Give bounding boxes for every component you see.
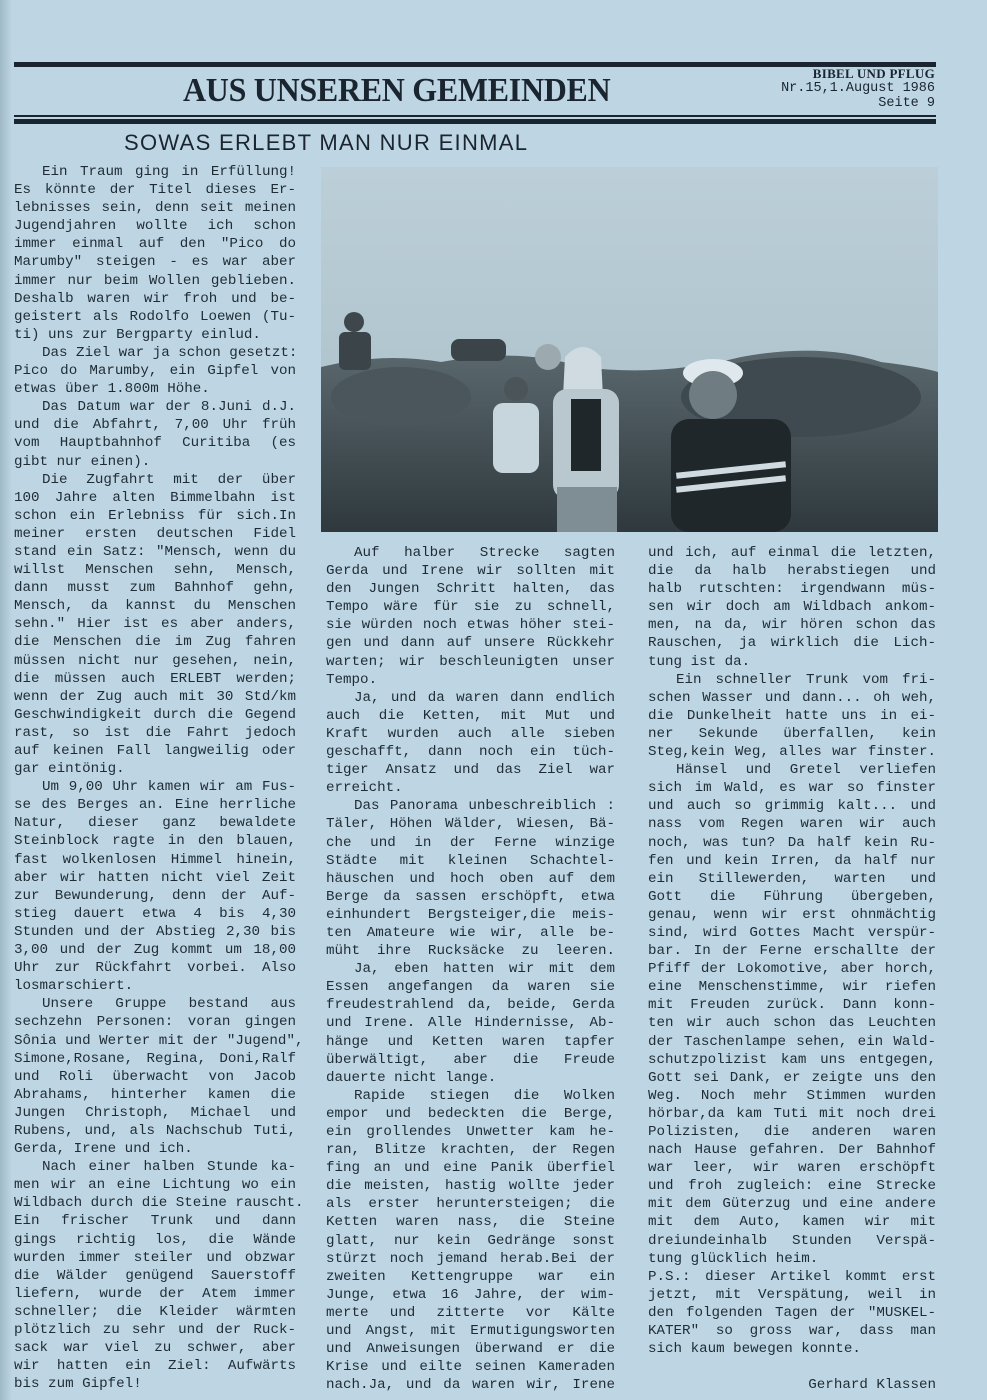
author-signature: Gerhard Klassen [808, 1377, 936, 1394]
text-line: rast, so ist die Fahrt jedoch [14, 724, 296, 741]
text-line: müssen nicht nur gesehen, nein, [14, 652, 296, 669]
article-column-3 [648, 544, 936, 1394]
text-line: Kraft wurden auch alle sieben [326, 725, 615, 742]
header-rule-thick [14, 119, 936, 124]
text-line: fen und kein Irren, da half nur [648, 852, 936, 869]
text-line: ten wir auch schon das Leuchten [648, 1015, 936, 1032]
text-line: aber wir hatten nicht viel Zeit [14, 869, 296, 886]
text-line: noch, was tun? Da half kein Ru- [648, 834, 936, 851]
backpack [451, 339, 506, 361]
text-line: Pfiff der Lokomotive, aber horch, [648, 961, 936, 978]
text-line: Das Panorama unbeschreiblich : [354, 798, 615, 815]
text-line: auch die Ketten, mit Mut und [326, 707, 615, 724]
text-line: schneller; die Kleider wärmten [14, 1303, 296, 1320]
text-line: glatt, nur kein Gedränge sonst [326, 1232, 615, 1249]
text-line: nass vom Regen waren wir auch [648, 816, 936, 833]
text-line: die meisten, hastig wollte jeder [326, 1178, 615, 1195]
text-line: Mensch, da kannst du Menschen [14, 598, 296, 615]
text-line: müht ihre Rucksäcke zu leeren. [326, 943, 615, 960]
article-column-2 [326, 544, 615, 1394]
text-line: empor und bedeckten die Berge, [326, 1105, 615, 1122]
text-line: Natur, dieser ganz bewaldete [14, 815, 296, 832]
text-line: Ein frischer Trunk und dann [14, 1213, 296, 1230]
text-line: Nach einer halben Stunde ka- [42, 1159, 296, 1176]
text-line: stieg dauert etwa 4 bis 4,30 [14, 905, 296, 922]
text-line: nach.Ja, und da waren wir, Irene [326, 1377, 615, 1394]
text-line: ein Stillewerden, warten und [648, 870, 936, 887]
text-line: Stunden und der Abstieg 2,30 bis [14, 923, 296, 940]
text-line: als erster heruntersteigen; die [326, 1196, 615, 1213]
text-line: stürzt noch jemand herab.Bei der [326, 1250, 615, 1267]
text-line: Rubens, und, als Nachschub Tuti, [14, 1122, 296, 1139]
text-line: Polizisten, die anderen waren [648, 1124, 936, 1140]
publication-name: BIBEL UND PFLUG [812, 66, 935, 81]
text-line: 100 Jahre alten Bimmelbahn ist [14, 489, 296, 506]
header-rule-thin [14, 115, 936, 117]
text-line: den Jungen Schritt halten, das [326, 581, 615, 598]
text-line: ner Sekunde überfallen, kein [648, 725, 936, 742]
text-line: die Dunkelheit hatte uns in ei- [648, 707, 936, 724]
text-line: sack war viel zu schwer, aber [14, 1340, 296, 1357]
text-line: vom Hauptbahnhof Curitiba (es [14, 435, 296, 452]
text-line: sind, wird Gottes Macht verspür- [648, 924, 936, 941]
text-line: dann musst zum Bahnhof gehn, [14, 580, 296, 597]
text-line: tung glücklich heim. [648, 1250, 819, 1267]
text-line: Auf halber Strecke sagten [354, 545, 615, 561]
text-line: Rapide stiegen die Wolken [354, 1087, 615, 1104]
text-line: tung ist da. [648, 653, 751, 670]
text-line: Jugendjahren wollte ich schon [14, 218, 296, 235]
text-line: stand ein Satz: "Mensch, wenn du [14, 543, 296, 560]
text-line: 3,00 und der Zug kommt um 18,00 [14, 942, 296, 959]
text-line: zur Bewunderung, denn der Auf- [14, 887, 296, 904]
text-line: sich im Wald, es war so finster [648, 780, 936, 797]
text-line: sehn." Hier ist es aber anders, [14, 616, 296, 633]
article-column-1 [14, 163, 304, 1393]
text-line: plötzlich zu sehr und der Ruck- [14, 1322, 296, 1338]
page-number: Seite 9 [878, 96, 935, 111]
text-line: Um 9,00 Uhr kamen wir am Fus- [42, 779, 296, 796]
text-line: Unsere Gruppe bestand aus [42, 996, 296, 1013]
text-line: willst Menschen sehn, Mensch, [14, 562, 296, 579]
person-blond-behind [535, 344, 561, 370]
text-line: schutzpolizist kam uns entgegen, [648, 1051, 936, 1068]
text-line: den folgenden Tagen der "MUSKEL- [648, 1304, 936, 1321]
text-line: dauerte nicht lange. [326, 1069, 497, 1086]
text-line: gibt nur einen). [14, 453, 151, 470]
text-line: Abrahams, hinterher kamen die [14, 1086, 296, 1103]
text-line: schen Wasser und dann... oh weh, [648, 689, 936, 706]
text-line: Berge da sassen erschöpft, etwa [326, 888, 615, 905]
text-line: der Taschenlampe sehen, ein Wald- [648, 1033, 936, 1050]
text-line: halb rutschten: irgendwann müs- [648, 581, 936, 598]
issue-date: Nr.15,1.August 1986 [781, 81, 935, 96]
text-line: und Angst, mit Ermutigungsworten [326, 1323, 615, 1340]
text-line: jetzt, mit Verspätung, weil in [648, 1286, 936, 1303]
text-line: überwältigt, aber die Freude [326, 1051, 615, 1068]
text-line: sechzehn Personen: voran gingen [14, 1014, 296, 1031]
text-line: einhundert Bergsteiger,die meis- [326, 906, 615, 923]
text-line: Simone,Rosane, Regina, Doni,Ralf [14, 1050, 296, 1067]
text-line: und Anweisungen überwand er die [326, 1341, 615, 1358]
text-line: merte und zitterte vor Kälte [326, 1304, 615, 1321]
article-photo-hikers-on-summit [321, 167, 938, 532]
text-line: bar. In der Ferne erschallte der [648, 943, 936, 960]
text-line: P.S.: dieser Artikel kommt erst [648, 1268, 936, 1285]
text-line: auf keinen Fall langweilig oder [14, 743, 296, 759]
scan-edge-shadow [0, 0, 12, 1400]
text-line: mit dem Auto, kamen wir mit [648, 1214, 936, 1231]
text-line: ten Amateure wie wir, alle be- [326, 924, 615, 941]
text-line: lebnisses sein, denn seit meinen [14, 200, 296, 217]
text-line: mit dem Güterzug und eine andere [648, 1196, 936, 1213]
text-line: freudestrahlend da, beide, Gerda [326, 997, 615, 1014]
text-line: Essen angefangen da waren sie [326, 979, 615, 996]
text-line: Deshalb waren wir froh und be- [14, 290, 296, 307]
text-line: Uhr zur Rückfahrt vorbei. Also [14, 960, 296, 977]
text-line: Marumby" steigen - es war aber [14, 254, 296, 271]
text-line: Steg,kein Weg, alles war finster. [648, 744, 936, 761]
text-line: Ja, eben hatten wir mit dem [354, 961, 615, 978]
text-line: die da halb herabstiegen und [648, 563, 936, 580]
text-line: warten; wir beschleunigten unser [326, 653, 615, 670]
text-line: und ich, auf einmal die letzten, [648, 545, 936, 561]
text-line: Steinblock ragte in den blauen, [14, 833, 296, 850]
text-line: genau, wenn wir erst ohnmächtig [648, 906, 936, 923]
text-line: Wildbach durch die Steine rauscht. [14, 1195, 304, 1212]
article-title: SOWAS ERLEBT MAN NUR EINMAL [124, 130, 529, 155]
text-line: Gerda, Irene und ich. [14, 1141, 193, 1158]
text-line: Tempo wäre für sie zu schnell, [326, 599, 615, 616]
text-line: Gerda und Irene wir sollten mit [326, 563, 615, 580]
text-line: Weg. Noch mehr Stimmen wurden [648, 1087, 936, 1104]
text-line: Sônia und Werter mit der "Jugend", [14, 1032, 304, 1049]
text-line: immer nur beim Wollen geblieben. [14, 272, 296, 289]
text-line: men wir an eine Lichtung wo ein [14, 1177, 296, 1194]
text-line: Junge, etwa 16 Jahre, der wim- [326, 1286, 615, 1303]
text-line: Rauschen, ja wirklich die Lich- [648, 635, 936, 652]
text-line: gar eintönig. [14, 761, 125, 778]
text-line: Städte mit kleinen Schachtel- [326, 852, 615, 869]
text-line: Es könnte der Titel dieses Er- [14, 182, 296, 199]
text-line: Pico do Marumby, ein Gipfel von [14, 363, 296, 380]
section-title: AUS UNSEREN GEMEINDEN [183, 72, 611, 109]
text-line: eine Menschenstimme, wir riefen [648, 979, 936, 996]
text-line: etwas über 1.800m Höhe. [14, 381, 210, 398]
text-line: Ein Traum ging in Erfüllung! [42, 164, 296, 180]
text-line: Ein schneller Trunk vom fri- [676, 671, 936, 688]
text-line: Das Ziel war ja schon gesetzt: [42, 344, 298, 361]
text-line: schon ein Erlebniss für sich.In [14, 507, 296, 524]
text-line: gings richtig los, die Wände [14, 1231, 296, 1248]
text-line: die müssen auch ERLEBT werden; [14, 670, 296, 687]
text-line: mit Freuden zurück. Dann konn- [648, 997, 936, 1014]
text-line: war leer, wir waren erschöpft [648, 1160, 936, 1177]
text-line: bis zum Gipfel! [14, 1376, 142, 1393]
text-line: Hänsel und Gretel verliefen [676, 762, 936, 779]
text-line: ti) uns zur Bergparty einlud. [14, 326, 261, 343]
text-line: se des Berges an. Eine herrliche [14, 797, 296, 814]
text-line: Die Zugfahrt mit der über [42, 471, 296, 488]
text-line: die Menschen die im Zug fahren [14, 634, 296, 651]
text-line: Ja, und da waren dann endlich [354, 689, 615, 706]
text-line: sen wir doch am Wildbach ankom- [648, 599, 936, 616]
text-line: men, na da, wir hören schon das [648, 617, 936, 634]
text-line: nach Hause gefahren. Der Bahnhof [648, 1142, 936, 1159]
text-line: KATER" so gross war, dass man [648, 1323, 936, 1340]
text-line: sie würden noch etwas höher stei- [326, 617, 615, 634]
text-line: und Irene. Alle Hindernisse, Ab- [326, 1015, 615, 1032]
masthead [781, 66, 935, 111]
text-line: tiger Ansatz und das Ziel war [326, 762, 615, 779]
text-line: erreicht. [326, 780, 403, 797]
text-line: die Wälder genügend Sauerstoff [14, 1267, 296, 1284]
text-line: geschafft, dann noch ein tüch- [326, 744, 615, 761]
text-line: ran, Blitze krachten, der Regen [326, 1142, 615, 1159]
text-line: fast wolkenlosen Himmel hinein, [14, 851, 296, 868]
text-line: und auch so grimmig kalt... und [648, 798, 936, 815]
text-line: wir hatten ein Ziel: Aufwärts [14, 1358, 296, 1375]
text-line: Geschwindigkeit durch die Gegend [14, 706, 296, 723]
text-line: und Roli überwacht von Jacob [14, 1068, 296, 1085]
text-line: hänge und Ketten waren tapfer [326, 1033, 615, 1050]
text-line: Das Datum war der 8.Juni d.J. [42, 399, 296, 416]
text-line: Gott sei Dank, er zeigte uns den [648, 1069, 936, 1086]
text-line: fing an und eine Panik überfiel [326, 1160, 615, 1177]
text-line: Krise und eilte seinen Kameraden [326, 1359, 615, 1376]
text-line: Tempo. [326, 671, 378, 688]
text-line: häuschen und hoch oben auf dem [326, 870, 615, 887]
text-line: wurden immer steiler und obzwar [14, 1249, 296, 1266]
text-line: Gott die Führung übergeben, [648, 888, 936, 905]
text-line: meiner ersten deutschen Fidel [14, 525, 296, 542]
text-line: Jungen Christoph, Michael und [14, 1104, 296, 1121]
text-line: gen und dann auf unsere Rückkehr [326, 635, 615, 652]
text-line: losmarschiert. [14, 978, 134, 995]
text-line: hörbar,da kam Tuti mit noch drei [648, 1105, 936, 1122]
text-line: und die Abfahrt, 7,00 Uhr früh [14, 417, 296, 434]
text-line: sich kaum bewegen konnte. [648, 1341, 861, 1358]
text-line: ein grollendes Unwetter kam he- [326, 1124, 615, 1140]
text-line: immer einmal auf den "Pico do [14, 236, 296, 253]
text-line: che und in der Ferne winzige [326, 834, 615, 851]
text-line: Ketten waren nass, die Steine [326, 1214, 615, 1231]
text-line: geistert als Rodolfo Loewen (Tu- [14, 308, 296, 325]
text-line: dreiundeinhalb Stunden Verspä- [648, 1232, 936, 1249]
photo-illustration [321, 167, 938, 532]
text-line: Täler, Höhen Wälder, Wiesen, Bä- [326, 816, 615, 833]
text-line: wenn der Zug auch mit 30 Std/km [14, 688, 296, 705]
text-line: zweiten Kettengruppe war ein [326, 1268, 615, 1285]
text-line: und froh zugleich: eine Strecke [648, 1178, 936, 1195]
text-line: liefern, wurde der Atem immer [14, 1285, 296, 1302]
